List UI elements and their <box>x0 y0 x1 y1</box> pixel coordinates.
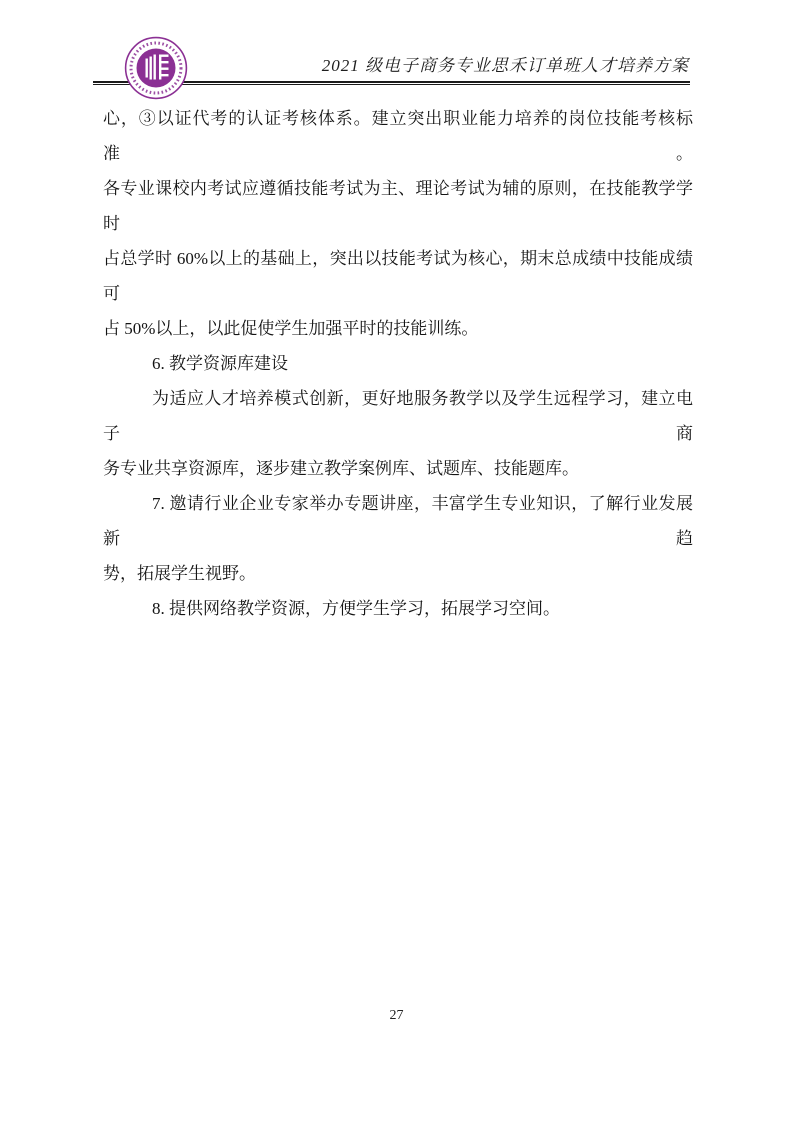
body-line: 务专业共享资源库，逐步建立教学案例库、试题库、技能题库。 <box>103 459 579 478</box>
body-line: 势，拓展学生视野。 <box>103 564 256 583</box>
body-line: 为适应人才培养模式创新，更好地服务教学以及学生远程学习，建立电子商 <box>103 389 693 443</box>
body-line: 占 50%以上，以此促使学生加强平时的技能训练。 <box>103 319 479 338</box>
body-line: 心，③以证代考的认证考核体系。建立突出职业能力培养的岗位技能考核标准。 <box>103 109 693 163</box>
header-title: 2021 级电子商务专业思禾订单班人才培养方案 <box>321 56 689 75</box>
body-line: 7. 邀请行业企业专家举办专题讲座，丰富学生专业知识，了解行业发展新趋 <box>103 494 693 548</box>
body-line: 8. 提供网络教学资源，方便学生学习，拓展学习空间。 <box>152 599 560 618</box>
body-line: 占总学时 60%以上的基础上，突出以技能考试为核心，期末总成绩中技能成绩可 <box>103 249 693 303</box>
college-emblem-icon <box>124 36 188 100</box>
body-line-heading: 6. 教学资源库建设 <box>152 354 288 373</box>
body-line: 各专业课校内考试应遵循技能考试为主、理论考试为辅的原则，在技能教学学时 <box>103 179 693 233</box>
page-number: 27 <box>389 1008 404 1023</box>
document-body <box>103 101 693 626</box>
